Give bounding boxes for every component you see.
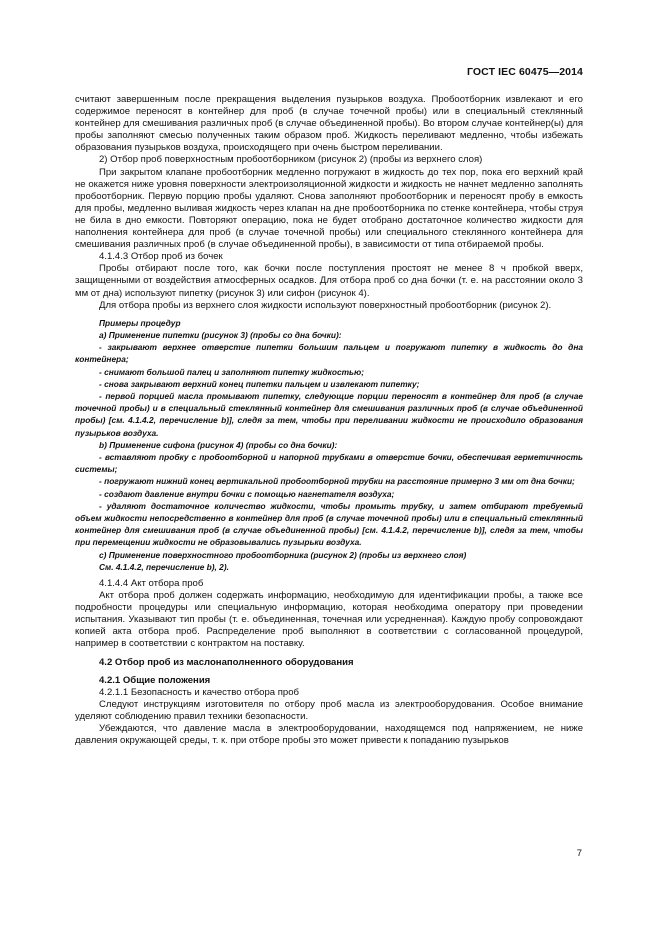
document-header: ГОСТ IEC 60475—2014	[466, 66, 583, 78]
example-item: - погружают нижний конец вертикальной пробоотборной трубки на расстояние примерно 3 мм от дна бочки;	[99, 476, 575, 487]
example-item: - снимают большой палец и заполняют пипетку жидкостью;	[99, 366, 364, 377]
example-item: a) Применение пипетки (рисунок 3) (пробы со дна бочки):	[99, 329, 342, 340]
example-item: - удаляют достаточное количество жидкости, чтобы промыть трубку, и затем отбирают требуемый объем жидкости непосредственно в контейнер для проб (в случае точечной пробы) или в специальный стеклянный контейнер для смешивания проб (в случае объединенной пробы) [см. 4.1.4.2, перечисление b)], следя за тем, чтобы при перемещении жидкости не образовывались пузырьки воздуха.	[75, 500, 583, 548]
paragraph: Убеждаются, что давление масла в электрооборудовании, находящемся под напряжением, не ниже давления окружающей среды, т. к. при отборе пробы это может привести к попаданию пузырьков	[75, 722, 583, 747]
example-item: - вставляют пробку с пробоотборной и напорной трубками в отверстие бочки, обеспечивая герметичность системы;	[75, 451, 583, 475]
example-item: - первой порцией масла промывают пипетку, следующие порции переносят в контейнер для проб (в случае точечной пробы) и в специальный стеклянный контейнер для смешивания различных проб (в случае объединенной пробы) [см. 4.1.4.2, перечисление b)], следя за тем, чтобы при переливании жидкости не происходило образования пузырьков воздуха.	[75, 390, 583, 438]
paragraph: Пробы отбирают после того, как бочки после поступления простоят не менее 8 ч пробкой вверх, защищенными от воздействия атмосферных осадков. Для отбора проб со дна бочки (т. е. на расстоянии около 3 мм от дна) используют пипетку (рисунок 3) или сифон (рисунок 4).	[75, 263, 583, 299]
paragraph: Для отбора пробы из верхнего слоя жидкости используют поверхностный пробоотборник (рисунок 2).	[99, 299, 552, 311]
paragraph: При закрытом клапане пробоотборник медленно погружают в жидкость до тех пор, пока его верхний край не окажется ниже уровня поверхности электроизоляционной жидкости и жидкость не начнет медленно заполнять пробоотборник. Первую порцию пробы удаляют. Снова заполняют пробоотборник и переносят пробу в емкость для пробы, медленно выливая жидкость через клапан на дне пробоотборника по стенке контейнера, чтобы струя не била в дно емкости. Повторяют операцию, пока не будет отобрано достаточное количество жидкости для наполнения контейнера для проб (в случае точечной пробы) или специального стеклянного контейнера для смешивания различных проб (в случае объединенной пробы), в зависимости от типа отбираемой пробы.	[75, 166, 583, 251]
example-item: c) Применение поверхностного пробоотборника (рисунок 2) (пробы из верхнего слоя)	[99, 549, 467, 560]
example-item: b) Применение сифона (рисунок 4) (пробы со дна бочки):	[99, 439, 338, 450]
paragraph: Следуют инструкциям изготовителя по отбору проб масла из электрооборудования. Особое внимание уделяют соблюдению правил техники безопасности.	[75, 698, 583, 722]
page-number: 7	[576, 848, 582, 859]
paragraph: Акт отбора проб должен содержать информацию, необходимую для идентификации пробы, а также все подробности процедуры или специальную информацию, которая необходима оператору при проведении испытания. Указывают тип пробы (т. е. объединенная, точечная или усредненная). Каждую пробу сопровождают копией акта отбора проб. Распределение проб выполняют в соответствии с согласованной процедурой, например в соответствии с контрактом на поставку.	[75, 590, 583, 650]
paragraph: считают завершенным после прекращения выделения пузырьков воздуха. Пробоотборник извлекают и его содержимое переносят в контейнер для проб (в случае точечной пробы) или в специальный стеклянный контейнер для смешивания различных проб (в случае объединенной пробы). Во втором случае контейнер(ы) для пробы заполняют смесью полученных таким образом проб. Жидкость переливают медленно, чтобы избежать образования пузырьков воздуха, происходящего при очень быстром переливании.	[75, 94, 583, 154]
example-item: - создают давление внутри бочки с помощью нагнетателя воздуха;	[99, 488, 395, 499]
example-item: - снова закрывают верхний конец пипетки пальцем и извлекают пипетку;	[99, 378, 420, 389]
list-item-heading: 2) Отбор проб поверхностным пробоотборником (рисунок 2) (пробы из верхнего слоя)	[99, 154, 483, 166]
section-heading: 4.2.1.1 Безопасность и качество отбора проб	[99, 686, 300, 698]
page-content	[75, 94, 583, 747]
subsection-heading: 4.2.1 Общие положения	[99, 674, 211, 686]
example-item: - закрывают верхнее отверстие пипетки большим пальцем и погружают пипетку в жидкость до дна контейнера;	[75, 342, 583, 365]
section-heading: 4.1.4.3 Отбор проб из бочек	[99, 251, 223, 263]
section-heading: 4.1.4.4 Акт отбора проб	[99, 577, 204, 589]
examples-heading: Примеры процедур	[99, 317, 181, 328]
example-item: См. 4.1.4.2, перечисление b), 2).	[99, 561, 229, 572]
section-heading: 4.2 Отбор проб из маслонаполненного оборудования	[99, 656, 354, 668]
